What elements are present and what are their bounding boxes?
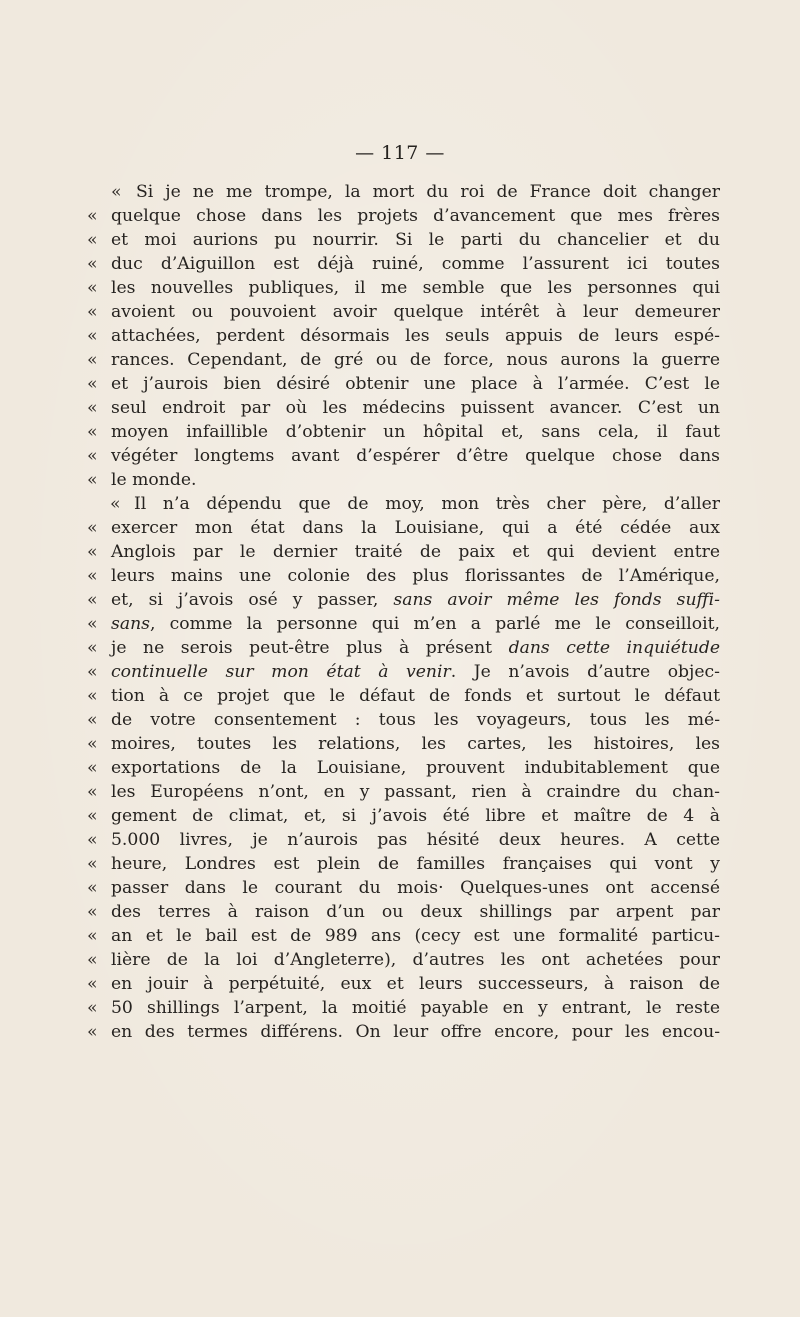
line-text: Si je ne me trompe, la mort du roi de France doit changer	[136, 182, 720, 202]
quote-mark: «	[87, 998, 98, 1018]
quote-mark: «	[87, 830, 98, 850]
line-text: avoient ou pouvoient avoir quelque intérêt à leur demeurer	[111, 302, 720, 322]
text-line	[0, 252, 800, 276]
line-text: an et le bail est de 989 ans (cecy est une formalité particu-	[111, 926, 720, 946]
text-line	[0, 540, 800, 564]
quote-mark: «	[87, 230, 98, 250]
quote-mark: «	[87, 1022, 98, 1042]
line-text: Il n’a dépendu que de moy, mon très cher père, d’aller	[134, 494, 720, 514]
quote-mark: «	[87, 878, 98, 898]
quote-mark: «	[87, 302, 98, 322]
line-text: exercer mon état dans la Louisiane, qui a été cédée aux	[111, 518, 720, 538]
line-text: les nouvelles publiques, il me semble que les personnes qui	[111, 278, 720, 298]
text-line	[0, 588, 800, 612]
quote-mark: «	[87, 854, 98, 874]
quote-mark: «	[87, 326, 98, 346]
line-text: duc d’Aiguillon est déjà ruiné, comme l’assurent ici toutes	[111, 254, 720, 274]
text-line	[0, 660, 800, 684]
line-text-italic: dans cette inquiétude	[508, 638, 720, 658]
text-line	[0, 300, 800, 324]
line-text-roman: . Je n’avois d’autre objec-	[450, 662, 720, 682]
line-text: moires, toutes les relations, les cartes, les histoires, les	[111, 734, 720, 754]
quote-mark: «	[87, 278, 98, 298]
line-text: en jouir à perpétuité, eux et leurs successeurs, à raison de	[111, 974, 720, 994]
quote-mark: «	[87, 710, 98, 730]
line-text-italic: sans avoir même les fonds suffi-	[393, 590, 720, 610]
text-line	[0, 564, 800, 588]
text-line	[0, 684, 800, 708]
line-text: des terres à raison d’un ou deux shillings par arpent par	[111, 902, 720, 922]
text-line	[0, 732, 800, 756]
line-text: et j’aurois bien désiré obtenir une place à l’armée. C’est le	[111, 374, 720, 394]
line-text: en des termes différens. On leur offre encore, pour les encou-	[111, 1022, 720, 1042]
quote-mark: «	[87, 614, 98, 634]
text-line	[0, 324, 800, 348]
text-line	[0, 276, 800, 300]
text-line	[0, 924, 800, 948]
line-text: les Européens n’ont, en y passant, rien à craindre du chan-	[111, 782, 720, 802]
quote-mark: «	[87, 638, 98, 658]
quote-mark: «	[87, 398, 98, 418]
text-line	[0, 228, 800, 252]
text-line	[0, 852, 800, 876]
line-text	[111, 636, 720, 660]
quote-mark: «	[87, 806, 98, 826]
line-text: moyen infaillible d’obtenir un hôpital et, sans cela, il faut	[111, 422, 720, 442]
line-text: et moi aurions pu nourrir. Si le parti du chancelier et du	[111, 230, 720, 250]
line-text: 5.000 livres, je n’aurois pas hésité deux heures. A cette	[111, 830, 720, 850]
quote-mark: «	[87, 518, 98, 538]
line-text-italic: sans	[111, 614, 150, 634]
quote-mark: «	[87, 566, 98, 586]
quote-mark: «	[87, 782, 98, 802]
text-line	[0, 444, 800, 468]
line-text: Anglois par le dernier traité de paix et qui devient entre	[111, 542, 720, 562]
quote-mark: «	[87, 974, 98, 994]
text-line	[0, 180, 800, 204]
line-text: attachées, perdent désormais les seuls appuis de leurs espé-	[111, 326, 720, 346]
line-text-italic: continuelle sur mon état à venir	[111, 662, 451, 682]
quote-mark: «	[87, 734, 98, 754]
line-text: 50 shillings l’arpent, la moitié payable en y entrant, le reste	[111, 998, 720, 1018]
text-line	[0, 396, 800, 420]
text-line	[0, 900, 800, 924]
text-line	[0, 204, 800, 228]
quote-mark: «	[87, 662, 98, 682]
line-text: de votre consentement : tous les voyageurs, tous les mé-	[111, 710, 720, 730]
text-line	[0, 876, 800, 900]
line-text: lière de la loi d’Angleterre), d’autres les ont achetées pour	[111, 950, 720, 970]
text-line	[0, 420, 800, 444]
text-line	[0, 636, 800, 660]
line-text: végéter longtems avant d’espérer d’être quelque chose dans	[111, 446, 720, 466]
page-number: — 117 —	[355, 142, 445, 164]
line-text: exportations de la Louisiane, prouvent indubitablement que	[111, 758, 720, 778]
text-line	[0, 948, 800, 972]
quote-mark: «	[87, 950, 98, 970]
line-text-roman: et, si j’avois osé y passer,	[111, 590, 394, 610]
line-text: heure, Londres est plein de familles françaises qui vont y	[111, 854, 720, 874]
quote-mark: «	[87, 590, 98, 610]
text-line	[0, 804, 800, 828]
line-text: rances. Cependant, de gré ou de force, nous aurons la guerre	[111, 350, 720, 370]
text-line	[0, 372, 800, 396]
line-text: leurs mains une colonie des plus florissantes de l’Amérique,	[111, 566, 720, 586]
quote-mark: «	[87, 254, 98, 274]
line-text	[111, 612, 720, 636]
line-text: le monde.	[111, 470, 197, 490]
text-line	[0, 516, 800, 540]
text-line	[0, 1020, 800, 1044]
text-line	[0, 780, 800, 804]
quote-mark: «	[87, 374, 98, 394]
quote-mark: «	[87, 758, 98, 778]
quote-mark: «	[87, 542, 98, 562]
quote-mark: «	[87, 206, 98, 226]
line-text-roman: , comme la personne qui m’en a parlé me le conseilloit,	[149, 614, 720, 634]
quote-mark: «	[87, 902, 98, 922]
quote-mark: «	[110, 494, 121, 514]
line-text: tion à ce projet que le défaut de fonds et surtout le défaut	[111, 686, 720, 706]
line-text	[111, 588, 720, 612]
quote-mark: «	[87, 350, 98, 370]
quote-mark: «	[87, 470, 98, 490]
text-line	[0, 996, 800, 1020]
text-line	[0, 828, 800, 852]
quote-mark: «	[111, 182, 122, 202]
quote-mark: «	[87, 686, 98, 706]
text-line	[0, 492, 800, 516]
quote-mark: «	[87, 446, 98, 466]
quote-mark: «	[87, 422, 98, 442]
line-text-roman: je ne serois peut-être plus à présent	[111, 638, 509, 658]
quote-mark: «	[87, 926, 98, 946]
text-line	[0, 468, 800, 492]
text-line	[0, 972, 800, 996]
line-text	[111, 660, 720, 684]
line-text: seul endroit par où les médecins puissent avancer. C’est un	[111, 398, 720, 418]
line-text: passer dans le courant du mois· Quelques-unes ont accensé	[111, 878, 720, 898]
line-text: quelque chose dans les projets d’avancement que mes frères	[111, 206, 720, 226]
text-line	[0, 708, 800, 732]
text-line	[0, 348, 800, 372]
text-line	[0, 612, 800, 636]
text-line	[0, 756, 800, 780]
line-text: gement de climat, et, si j’avois été libre et maître de 4 à	[111, 806, 720, 826]
